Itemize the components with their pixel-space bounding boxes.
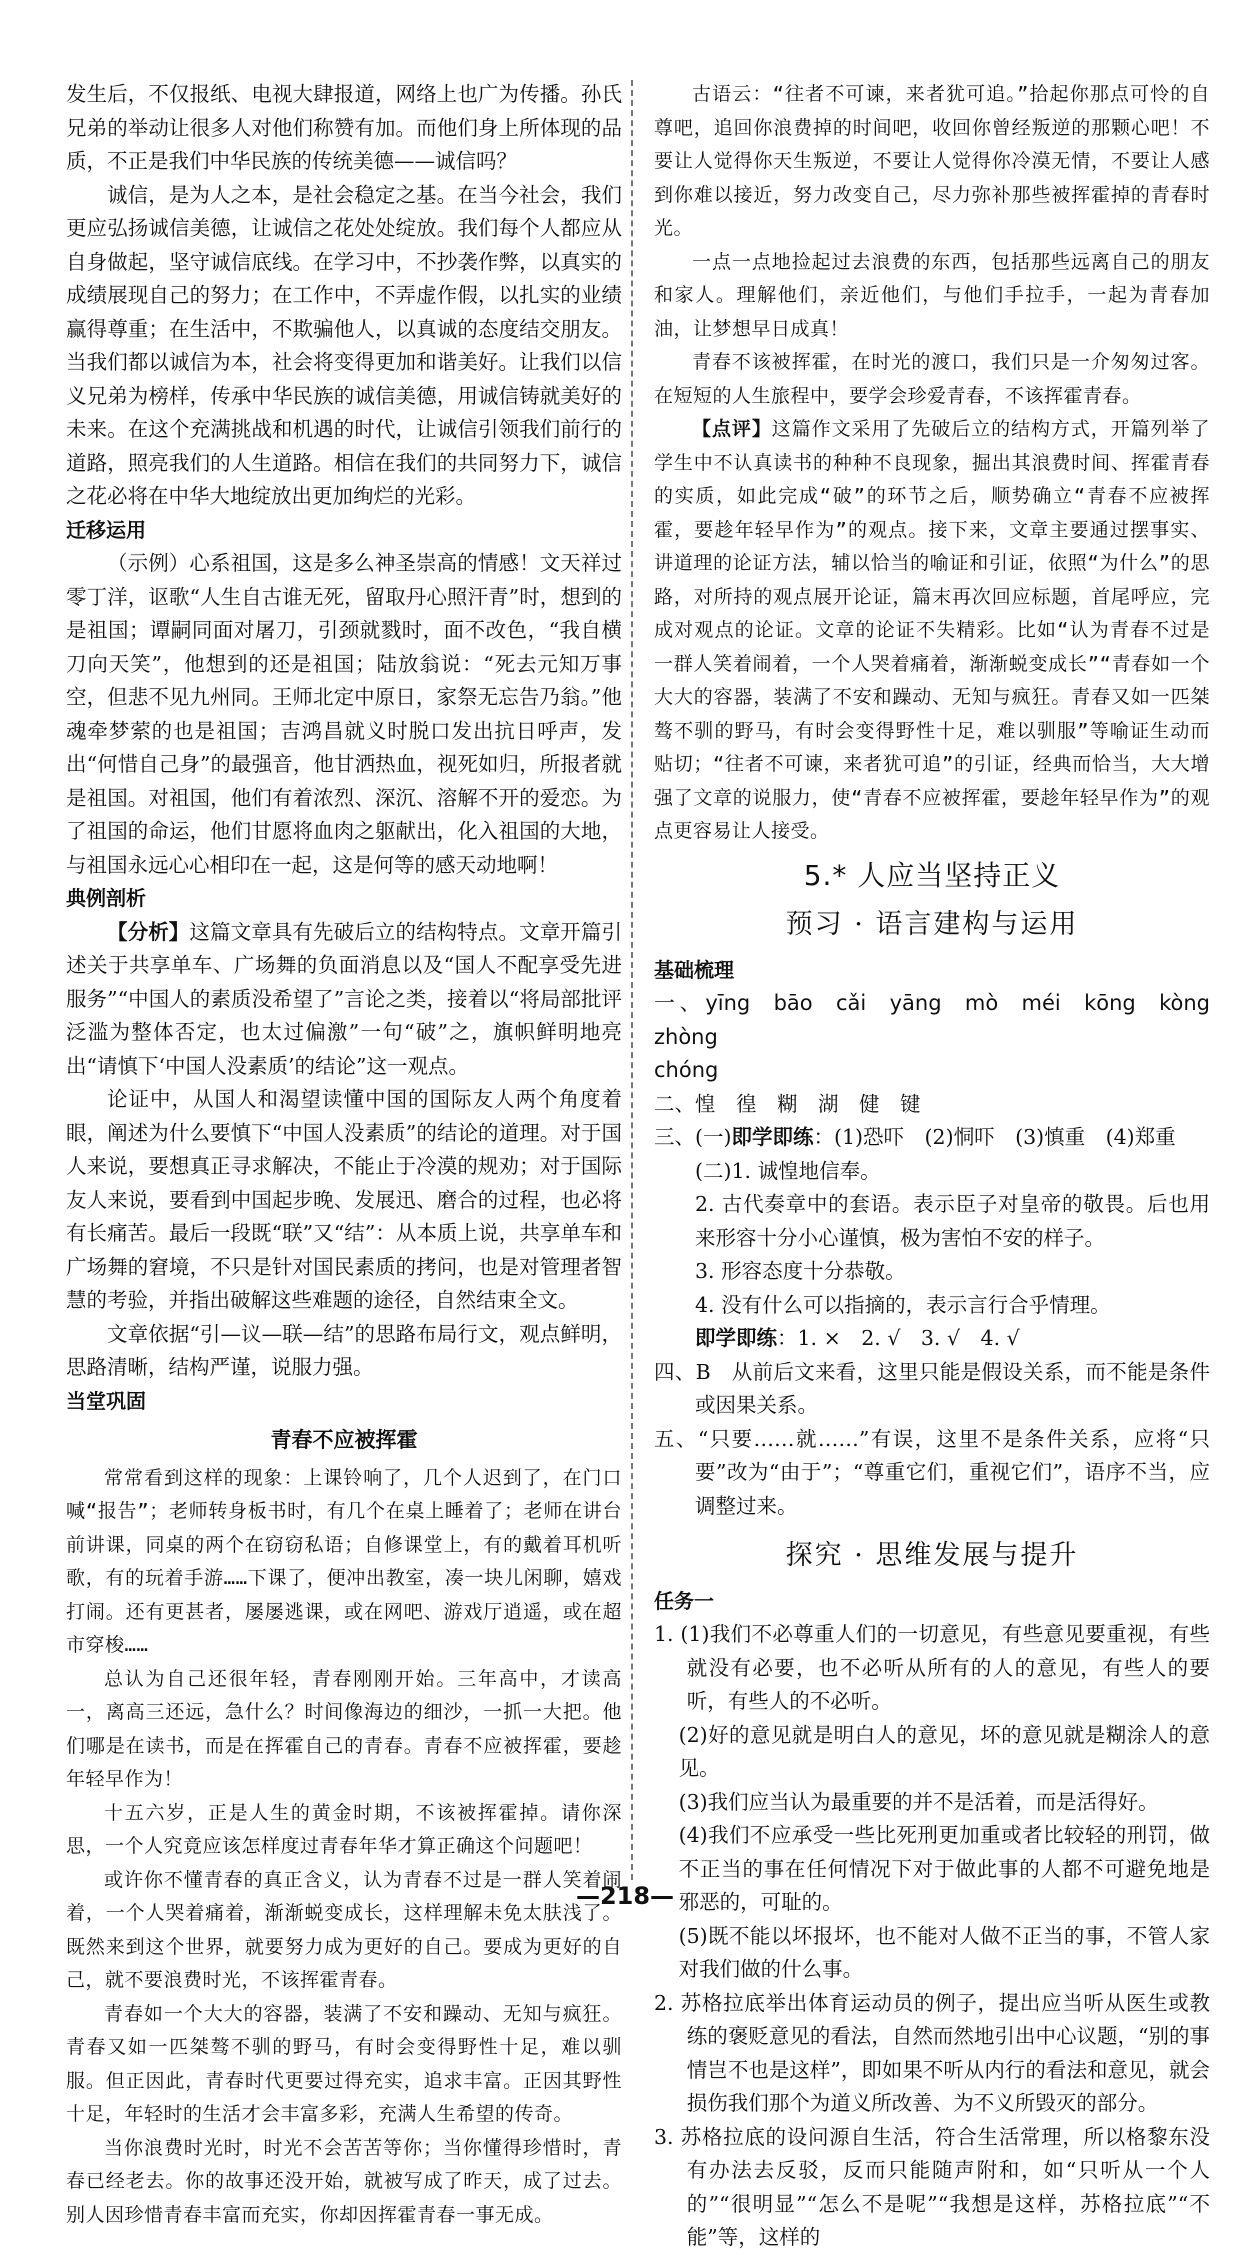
essay-closing-paragraph: 青春不该被挥霍，在时光的渡口，我们只是一介匆匆过客。在短短的人生旅程中，要学会珍爱青春，不该挥霍青春。 [654, 351, 1210, 407]
essay-quote-paragraph: 古语云：“往者不可谏，来者犹可追。”拾起你那点可怜的自尊吧，追回你浪费掉的时间吧，收回你曾经叛逆的那颗心吧！不要让人觉得你天生叛逆，不要让人觉得你冷漠无情，不要让人感到你难以接近，努力改变自己，尽力弥补那些被挥霍掉的青春时光。 [654, 83, 1210, 239]
preview-heading: 预习 · 语言建构与运用 [785, 909, 1079, 940]
item-3-sub-1: (二)1. 诚惶地信奉。 [695, 1158, 881, 1183]
lesson-title: 5.* 人应当坚持正义 [803, 858, 1061, 892]
item-4: 四、B 从前后文来看，这里只能是假设关系，而不能是条件或因果关系。 [654, 1359, 1210, 1417]
consolidate-heading: 当堂巩固 [66, 1388, 146, 1413]
essay-paragraph-6: 当你浪费时光时，时光不会苦苦等你；当你懂得珍惜时，青春已经老去。你的故事还没开始，就被写成了昨天，成了过去。别人因珍惜青春丰富而充实，你却因挥霍青春一事无成。 [66, 2136, 622, 2226]
task-1-answer-1: 1. (1)我们不必尊重人们的一切意见，有些意见要重视，有些就没有必要，也不必听从所有的人的意见，有些人的要听，有些人的不必听。 [654, 1622, 1210, 1713]
task-1-answer-4: (4)我们不应承受一些比死刑更加重或者比较轻的刑罚，做不正当的事在任何情况下对于做此事的人都不可避免地是邪恶的，可耻的。 [678, 1823, 1210, 1914]
item-3-drill [654, 1121, 1210, 1155]
essay-paragraph-3: 十五六岁，正是人生的黄金时期，不该被挥霍掉。请你深思，一个人究竟应该怎样度过青春年华才算正确这个问题吧！ [66, 1801, 622, 1857]
task-3-answer: 3. 苏格拉底的设问源自生活，符合生活常理，所以格黎东没有办法去反驳，反而只能随声附和，如“只听从一个人的”“很明显”“怎么不是呢”“我想是这样，苏格拉底”“不能”等，这样的 [654, 2124, 1210, 2249]
comment-paragraph [654, 413, 1210, 849]
essay-paragraph-5: 青春如一个大大的容器，装满了不安和躁动、无知与疯狂。青春又如一匹桀骜不驯的野马，有时会变得野性十足，难以驯服。但正因此，青春时代更要过得充实，追求丰富。正因其野性十足，年轻时的生活才会丰富多彩，充满人生希望的传奇。 [66, 2002, 622, 2125]
item-5: 五、“只要……就……”有误，这里不是条件关系，应将“只要”改为“由于”；“尊重它们，重视它们”，语序不当，应调整过来。 [654, 1426, 1210, 1518]
task-one-heading: 任务一 [654, 1588, 714, 1613]
item-3-drill-2 [654, 1322, 1210, 1356]
essay-paragraph-1: 常常看到这样的现象：上课铃响了，几个人迟到了，在门口喊“报告”；老师转身板书时，有几个在桌上睡着了；老师在讲台前讲课，同桌的两个在窃窃私语；自修课堂上，有的戴着耳机听歌，有的玩着手游……下课了，便冲出教室，凑一块儿闲聊，嬉戏打闹。还有更甚者，屡屡逃课，或在网吧、游戏厅逍遥，或在超市穿梭…… [66, 1466, 622, 1656]
item-3-drill-2-label: 即学即练 [695, 1326, 777, 1350]
integrity-paragraph: 诚信，是为人之本，是社会稳定之基。在当今社会，我们更应弘扬诚信美德，让诚信之花处处绽放。我们每个人都应从自身做起，坚守诚信底线。在学习中，不抄袭作弊，以真实的成绩展现自己的努力；在工作中，不弄虚作假，以扎实的业绩赢得尊重；在生活中，不欺骗他人，以真诚的态度结交朋友。当我们都以诚信为本，社会将变得更加和谐美好。让我们以信义兄弟为榜样，传承中华民族的诚信美德，用诚信铸就美好的未来。在这个充满挑战和机遇的时代，让诚信引领我们前行的道路，照亮我们的人生道路。相信在我们的共同努力下，诚信之花必将在中华大地绽放出更加绚烂的光彩。 [66, 182, 622, 508]
analysis-paragraph-2: 论证中，从国人和渴望读懂中国的国际友人两个角度着眼，阐述为什么要慎下“中国人没素质”的结论的道理。对于国人来说，要想真正寻求解决，不能止于冷漠的规劝；对于国际友人来说，要看到中国起步晚、发展迅、磨合的过程，也必将有长痛苦。最后一段既“联”又“结”：从本质上说，共享单车和广场舞的窘境，不只是针对国民素质的拷问，也是对管理者智慧的考验，并指出破解这些难题的途径，自然结束全文。 [66, 1087, 622, 1312]
essay-title: 青春不应被挥霍 [270, 1428, 418, 1452]
right-column [654, 78, 1210, 2255]
pinyin-answers: 一、yīng bāo cǎi yāng mò méi kōng kòng zhòng [654, 991, 1210, 1049]
analysis-text-1: 这篇文章具有先破后立的结构特点。文章开篇引述关于共享单车、广场舞的负面消息以及“国人不配享受先进服务”“中国人的素质没希望了”言论之类，接着以“将局部批评泛滥为整体否定，也太过偏激”一句“破”之，旗帜鲜明地亮出“请慎下‘中国人没素质’的结论”这一观点。 [66, 919, 623, 1078]
transfer-paragraph: （示例）心系祖国，这是多么神圣崇高的情感！文天祥过零丁洋，讴歌“人生自古谁无死，留取丹心照汗青”时，想到的是祖国；谭嗣同面对屠刀，引颈就戮时，面不改色，“我自横刀向天笑”，他想到的还是祖国；陆放翁说：“死去元知万事空，但悲不见九州同。王师北定中原日，家祭无忘告乃翁。”他魂牵梦萦的也是祖国；吉鸿昌就义时脱口发出抗日呼声，发出“何惜自己身”的最强音，他甘洒热血，视死如归，所报者就是祖国。对祖国，他们有着浓烈、深沉、溶解不开的爱恋。为了祖国的命运，他们甘愿将血肉之躯献出，化入祖国的大地，与祖国永远心心相印在一起，这是何等的感天动地啊！ [66, 551, 622, 877]
typical-analysis-heading: 典例剖析 [66, 886, 146, 910]
essay-pickup-paragraph: 一点一点地捡起过去浪费的东西，包括那些远离自己的朋友和家人。理解他们，亲近他们，与他们手拉手，一起为青春加油，让梦想早日成真！ [654, 250, 1210, 340]
comment-label: 【点评】 [692, 418, 772, 440]
essay-paragraph-2: 总认为自己还很年轻，青春刚刚开始。三年高中，才读高一，离高三还远，急什么？时间像海边的细沙，一抓一大把。他们哪是在读书，而是在挥霍自己的青春。青春不应被挥霍，要趁年轻早作为！ [66, 1667, 622, 1790]
pinyin-answers-cont: chóng [654, 1058, 719, 1082]
task-1-answer-2: (2)好的意见就是明白人的意见，坏的意见就是糊涂人的意见。 [678, 1722, 1210, 1780]
comment-text: 这篇作文采用了先破后立的结构方式，开篇列举了学生中不认真读书的种种不良现象，掘出其浪费时间、挥霍青春的实质，如此完成“破”的环节之后，顺势确立“青春不应被挥霍，要趁年轻早作为”的观点。接下来，文章主要通过摆事实、讲道理的论证方法，辅以恰当的喻证和引证，依照“为什么”的思路，对所持的观点展开论证，篇末再次回应标题，首尾呼应，完成对观点的论证。文章的论证不失精彩。比如“认为青春不过是一群人笑着闹着，一个人哭着痛着，渐渐蜕变成长”“青春如一个大大的容器，装满了不安和躁动、无知与疯狂。青春又如一匹桀骜不驯的野马，有时会变得野性十足，难以驯服”等喻证生动而贴切；“往者不可谏，来者犹可追”的引证，经典而恰当，大大增强了文章的说服力，使“青春不应被挥霍，要趁年轻早作为”的观点更容易让人接受。 [654, 418, 1210, 842]
analysis-label: 【分析】 [107, 919, 190, 944]
handwritten-essay-continued [654, 78, 1210, 849]
item-2: 二、惶 徨 糊 湖 健 键 [654, 1091, 921, 1116]
analysis-paragraph-3: 文章依据“引—议—联—结”的思路布局行文，观点鲜明，思路清晰，结构严谨，说服力强。 [66, 1321, 622, 1379]
analysis-paragraph-1 [66, 916, 622, 1084]
basic-review-heading: 基础梳理 [654, 957, 734, 982]
transfer-heading: 迁移运用 [66, 517, 146, 542]
item-3-drill-2-answers: ：1. × 2. √ 3. √ 4. √ [777, 1326, 1020, 1350]
item-3-drill-answers: ：(1)恐吓 (2)恫吓 (3)慎重 (4)郑重 [813, 1125, 1176, 1149]
explore-heading: 探究 · 思维发展与提升 [785, 1540, 1079, 1571]
item-3-sub-2: 2. 古代奏章中的套语。表示臣子对皇帝的敬畏。后也用来形容十分小心谨慎，极为害怕不安的样子。 [695, 1192, 1210, 1250]
task-1-answer-3: (3)我们应当认为最重要的并不是活着，而是活得好。 [678, 1789, 1159, 1814]
column-divider [631, 80, 633, 1880]
item-3-drill-label: 即学即练 [731, 1125, 814, 1149]
task-1-answer-5: (5)既不能以坏报坏，也不能对人做不正当的事，不管人家对我们做的什么事。 [678, 1923, 1210, 1981]
item-3-prefix: 三、(一) [654, 1125, 732, 1149]
item-3-sub-4: 4. 没有什么可以指摘的，表示言行合乎情理。 [695, 1292, 1111, 1317]
task-2-answer: 2. 苏格拉底举出体育运动员的例子，提出应当听从医生或教练的褒贬意见的看法，自然而然地引出中心议题，“别的事情岂不也是这样”，即如果不听从内行的看法和意见，就会损伤我们那个为道义所改善、为不义所毁灭的部分。 [654, 1990, 1210, 2115]
page-number: —218— [575, 1882, 675, 1910]
essay-paragraph-4: 或许你不懂青春的真正含义，认为青春不过是一群人笑着闹着，一个人哭着痛着，渐渐蜕变成长，这样理解未免太肤浅了。既然来到这个世界，就要努力成为更好的自己。要成为更好的自己，就不要浪费时光，不该挥霍青春。 [66, 1868, 622, 1991]
intro-paragraph: 发生后，不仅报纸、电视大肆报道，网络上也广为传播。孙氏兄弟的举动让很多人对他们称赞有加。而他们身上所体现的品质，不正是我们中华民族的传统美德——诚信吗？ [66, 82, 622, 173]
handwritten-essay [66, 1462, 622, 2233]
item-3-sub-3: 3. 形容态度十分恭敬。 [695, 1259, 906, 1283]
